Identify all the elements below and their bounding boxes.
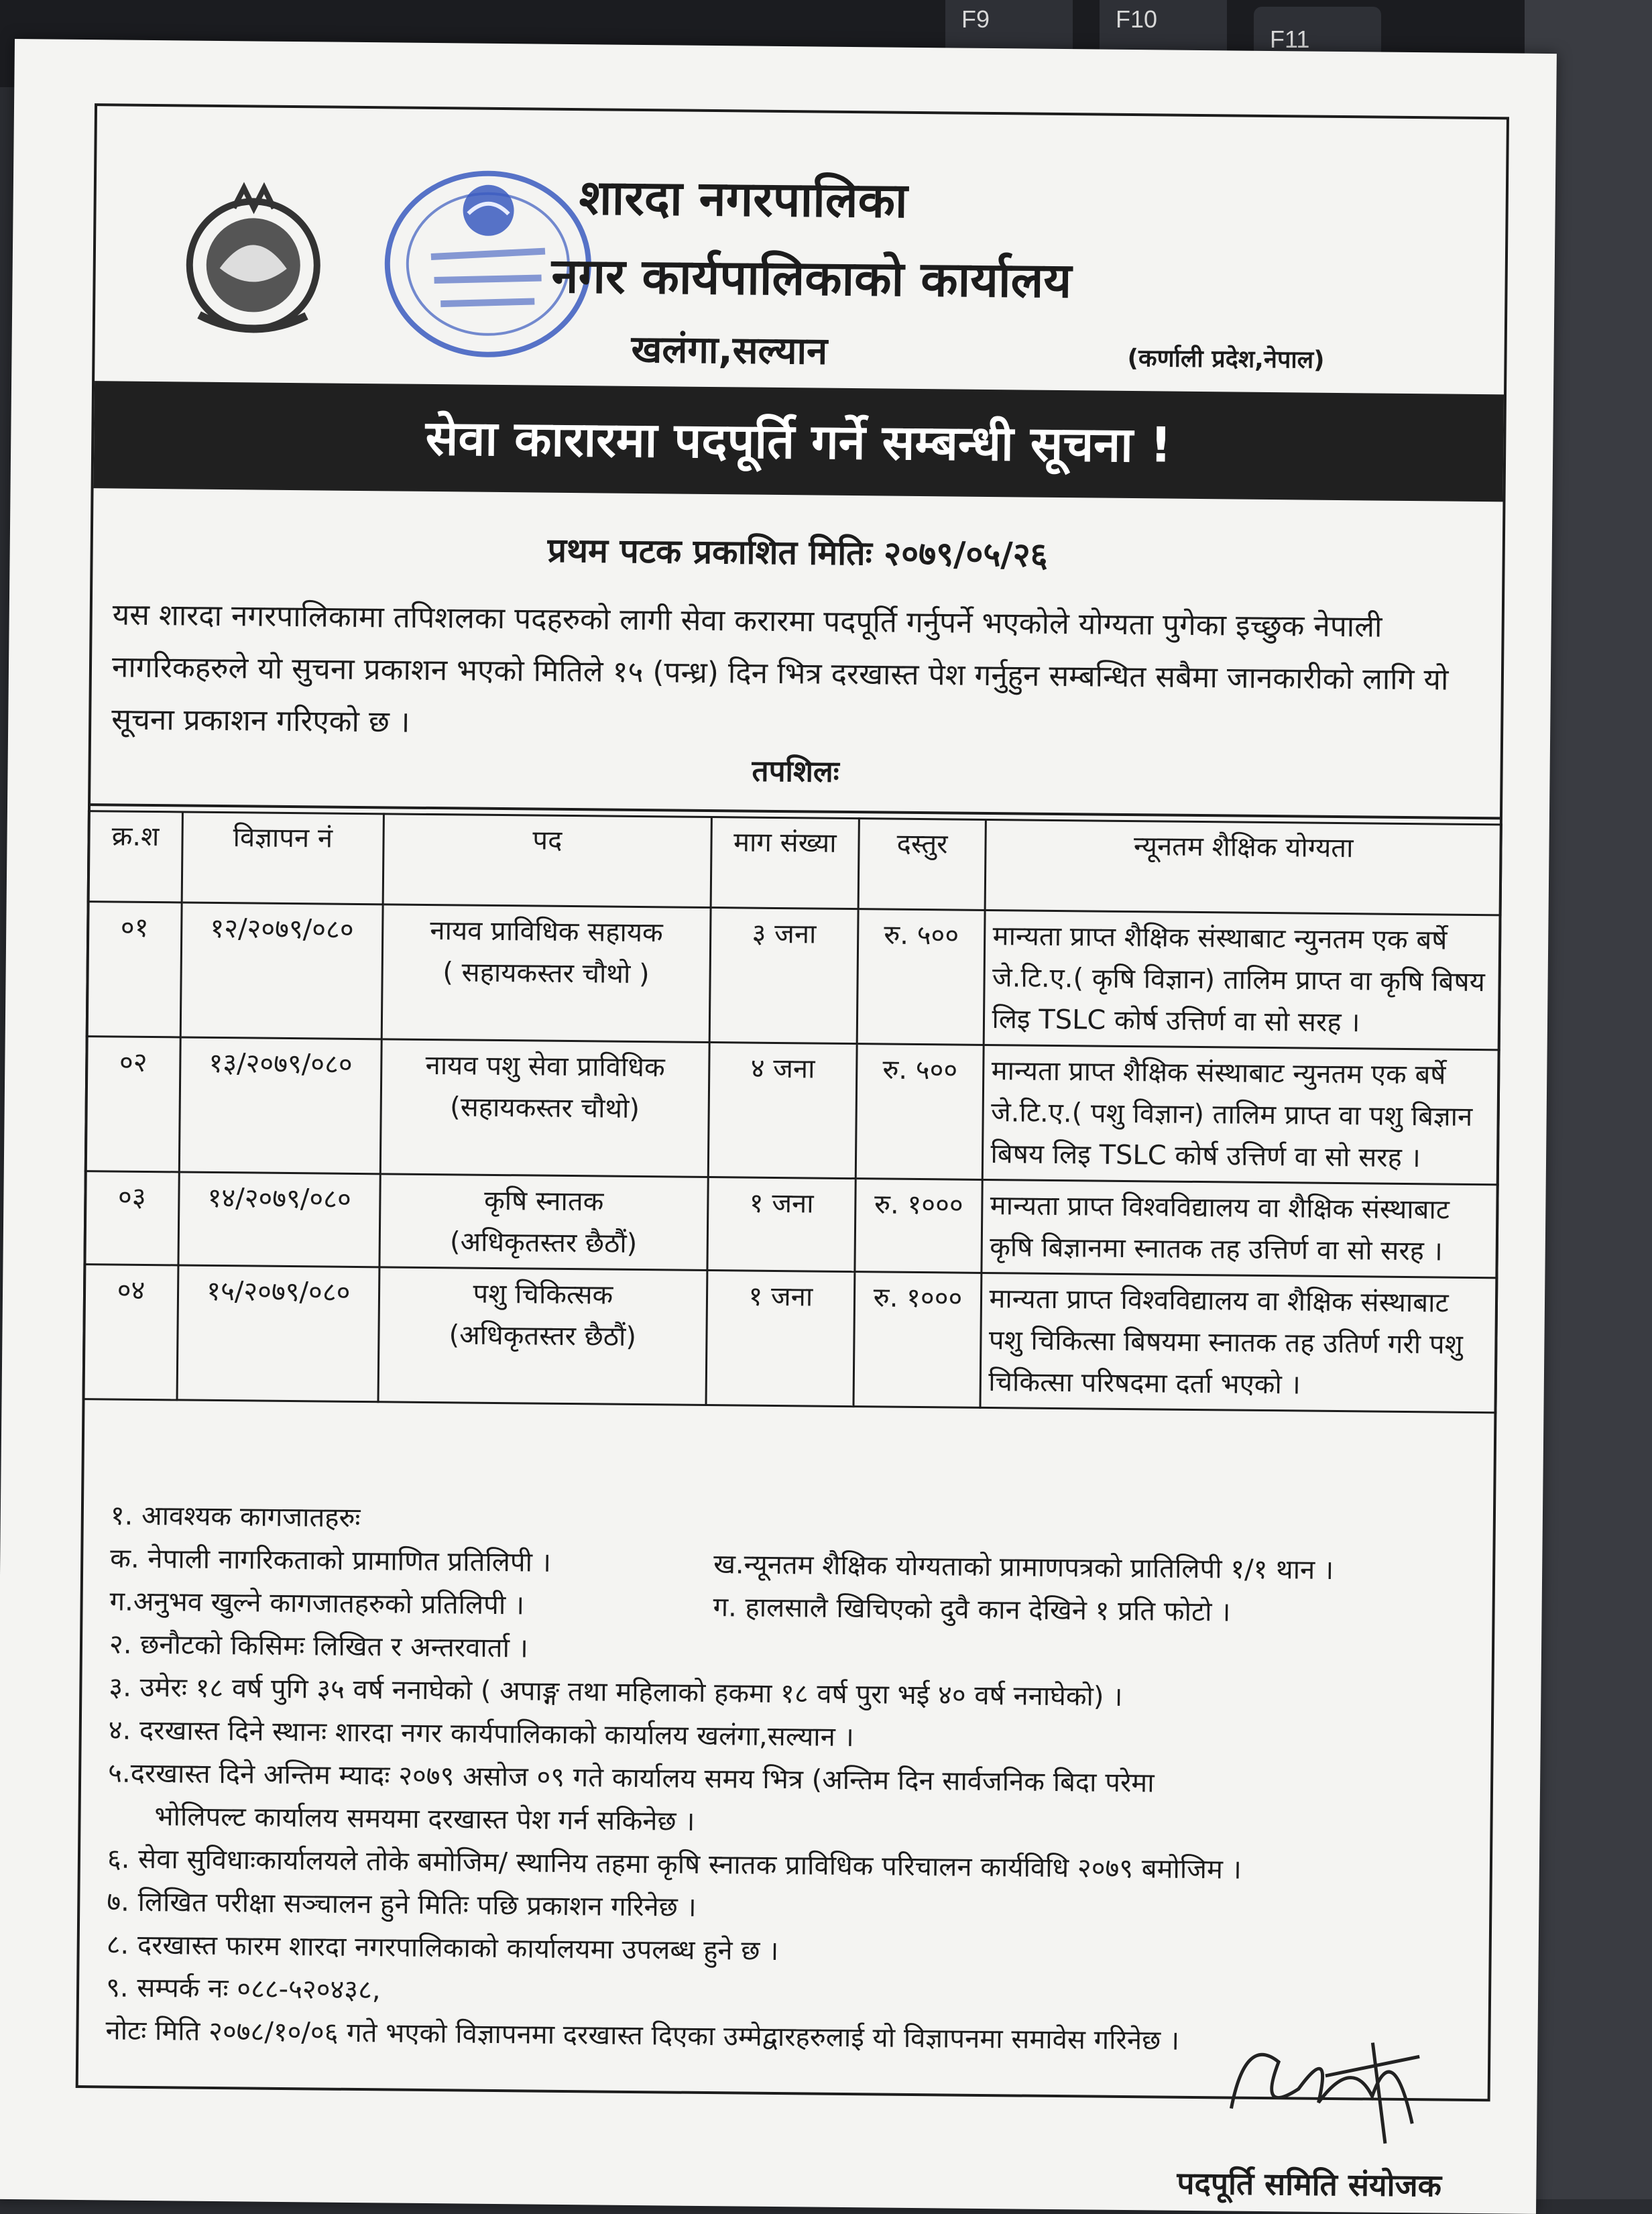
details-heading: तपशिलः: [752, 754, 839, 789]
cell-fee: रु. १०००: [855, 1179, 983, 1273]
note-benefits: ६. सेवा सुविधाःकार्यालयले तोके बमोजिम/ स्थानिय तहमा कृषि स्नातक प्राविधिक परिचालन कार्यविधि २०७९ बमोजिम ।: [107, 1843, 1242, 1885]
required-docs-title: १. आवश्यक कागजातहरुः: [110, 1500, 361, 1534]
cell-sn: ०१: [86, 902, 182, 1037]
cell-post: [380, 1039, 709, 1177]
cell-qualification: मान्यता प्राप्त शैक्षिक संस्थाबाट न्युनतम एक बर्षे जे.टि.ए.( कृषि विज्ञान) तालिम प्राप्त वा कृषि बिषय लिइ TSLC कोर्ष उत्तिर्ण वा सो सरह ।: [984, 910, 1500, 1049]
vacancy-table: [82, 810, 1502, 1413]
cell-fee: रु. ५००: [856, 1044, 984, 1180]
cell-ad-no: १५/२०७९/०८०: [177, 1265, 379, 1402]
note-exam-date: ७. लिखित परीक्षा सञ्चालन हुने मितिः पछि प्रकाशन गरिनेछ ।: [107, 1886, 697, 1923]
cell-qualification: मान्यता प्राप्त विश्वविद्यालय वा शैक्षिक संस्थाबाट कृषि बिज्ञानमा स्नातक तह उत्तिर्ण वा सो सरह ।: [982, 1179, 1498, 1277]
cell-count: १ जना: [707, 1177, 856, 1272]
col-header-sn: क्र.श: [88, 811, 182, 902]
cell-count: ३ जना: [709, 908, 858, 1044]
cell-post: [379, 1174, 709, 1271]
table-row: [85, 1037, 1499, 1185]
cell-fee: रु. १०००: [853, 1272, 982, 1408]
note-selection: २. छनौटको किसिमः लिखित र अन्तरवार्ता ।: [109, 1629, 529, 1664]
cell-ad-no: १४/२०७९/०८०: [178, 1172, 380, 1267]
key-f9: F9: [945, 0, 1073, 60]
province-label: (कर्णाली प्रदेश,नेपाल): [1127, 344, 1325, 374]
doc-certificate: ख.न्यूनतम शैक्षिक योग्यताको प्रामाणपत्रको प्रातिलिपी १/१ थान ।: [713, 1549, 1334, 1586]
key-f10: F10: [1100, 0, 1227, 60]
post-level: (अधिकृतस्तर छैठौं): [449, 1226, 638, 1259]
cell-sn: ०४: [83, 1265, 178, 1400]
post-level: ( सहायकस्तर चौथो ): [442, 957, 650, 990]
post-level: (सहायकस्तर चौथो): [449, 1092, 640, 1125]
cell-ad-no: १२/२०७९/०८०: [180, 902, 383, 1039]
cell-sn: ०३: [84, 1171, 179, 1265]
notice-frame: [76, 103, 1509, 2204]
cell-count: ४ जना: [708, 1043, 857, 1179]
cell-sn: ०२: [85, 1037, 180, 1172]
post-title: कृषि स्नातक: [483, 1185, 604, 1218]
office-name: नगर कार्यपालिकाको कार्यालय: [551, 247, 1072, 309]
post-level: (अधिकृतस्तर छैठौं): [449, 1320, 637, 1352]
signature: [1218, 2014, 1447, 2157]
intro-paragraph: यस शारदा नगरपालिकामा तपिशलका पदहरुको लागी सेवा करारमा पदपूर्ति गर्नुपर्ने भएकोले योग्यता पुगेका इच्छुक नेपाली नागरिकहरुले यो सुचना प्रकाशन भएको मितिले १५ (पन्ध्र) दिन भित्र दरखास्त पेश गर्नुहुन सम्बन्धित सबैमा जानकारीको लागि यो सूचना प्रकाशन गरिएको छ ।: [111, 597, 1449, 740]
table-row: [84, 1171, 1498, 1278]
col-header-ad-no: विज्ञापन नं: [182, 812, 384, 905]
cell-ad-no: १३/२०७९/०८०: [179, 1037, 381, 1174]
cell-qualification: मान्यता प्राप्त विश्वविद्यालय वा शैक्षिक संस्थाबाट पशु चिकित्सा बिषयमा स्नातक तह उतिर्ण गरी पशु चिकित्सा परिषदमा दर्ता भएको ।: [980, 1273, 1496, 1412]
post-title: नायव प्राविधिक सहायक: [430, 915, 663, 949]
col-header-fee: दस्तुर: [858, 819, 986, 911]
municipality-name: शारदा नगरपालिका: [579, 169, 908, 229]
office-location: खलंगा,सल्यान: [631, 327, 828, 373]
cell-fee: रु. ५००: [857, 909, 986, 1045]
post-title: पशु चिकित्सक: [473, 1278, 613, 1311]
note-deadline: ५.दरखास्त दिने अन्तिम म्यादः २०७९ असोज ०९ गते कार्यालय समय भित्र (अन्तिम दिन सार्वजनिक बिदा परेमा: [107, 1757, 1155, 1799]
table-row: [83, 1265, 1497, 1413]
note-contact: ९. सम्पर्क नः ०८८-५२०४३८,: [105, 1972, 381, 2006]
doc-photo: ग. हालसालै खिचिएको दुवै कान देखिने १ प्रति फोटो ।: [713, 1592, 1231, 1628]
note-footnote: नोटः मिति २०७८/१०/०६ गते भएको विज्ञापनमा दरखास्त दिएका उम्मेद्वारहरुलाई यो विज्ञापनमा समावेस गरिनेछ ।: [105, 2015, 1180, 2056]
notice-banner: सेवा कारारमा पदपूर्ति गर्ने सम्बन्धी सूचना !: [94, 381, 1504, 502]
cell-post: [381, 905, 711, 1043]
doc-citizenship: क. नेपाली नागरिकताको प्रामाणित प्रतिलिपी ।: [110, 1543, 552, 1578]
cell-post: [378, 1267, 707, 1405]
table-row: [86, 902, 1500, 1050]
note-age: ३. उमेरः १८ वर्ष पुगि ३५ वर्ष ननाघेको ( अपाङ्ग तथा महिलाको हकमा १८ वर्ष पुरा भई ४० वर्ष ननाघेको) ।: [109, 1672, 1123, 1712]
notes-section: [105, 1494, 1478, 2065]
notice-paper: [0, 39, 1557, 2214]
cell-qualification: मान्यता प्राप्त शैक्षिक संस्थाबाट न्युनतम एक बर्षे जे.टि.ए.( पशु विज्ञान) तालिम प्राप्त वा पशु बिज्ञान बिषय लिइ TSLC कोर्ष उत्तिर्ण वा सो सरह ।: [983, 1045, 1499, 1184]
key-f11: F11: [1254, 7, 1381, 80]
nepal-emblem-icon: [172, 180, 335, 343]
post-title: नायव पशु सेवा प्राविधिक: [425, 1049, 665, 1084]
published-date: प्रथम पटक प्रकाशित मितिः २०७९/०५/२६: [547, 530, 1049, 575]
col-header-qualification: न्यूनतम शैक्षिक योग्यता: [986, 819, 1502, 915]
col-header-post: पद: [383, 814, 712, 908]
note-form: ८. दरखास्त फारम शारदा नगरपालिकाको कार्यालयमा उपलब्ध हुने छ ।: [106, 1929, 779, 1967]
doc-experience: ग.अनुभव खुल्ने कागजातहरुको प्रतिलिपी ।: [109, 1586, 525, 1621]
table-header-row: [88, 811, 1501, 915]
note-place: ४. दरखास्त दिने स्थानः शारदा नगर कार्यपालिकाको कार्यालय खलंगा,सल्यान ।: [108, 1714, 854, 1753]
cell-count: १ जना: [706, 1270, 855, 1406]
note-deadline-cont: भोलिपल्ट कार्यालय समयमा दरखास्त पेश गर्न सकिनेछ ।: [154, 1801, 695, 1837]
col-header-count: माग संख्या: [711, 817, 859, 909]
signer-title: पदपूर्ति समिति संयोजक: [1177, 2164, 1442, 2204]
